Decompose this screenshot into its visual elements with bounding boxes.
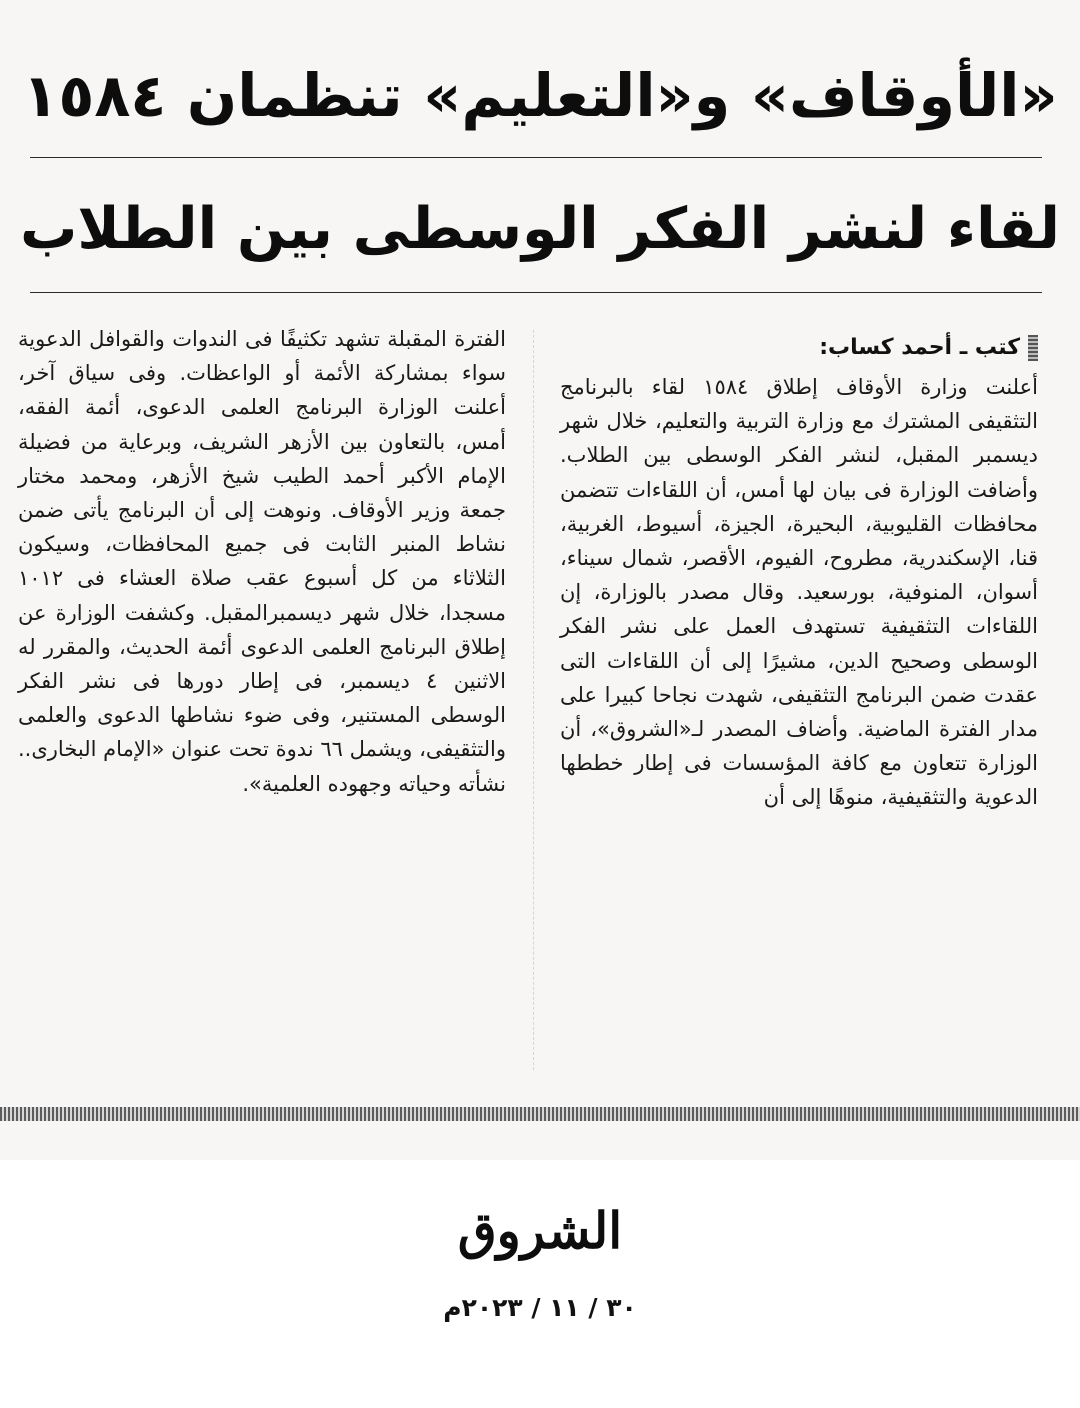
newspaper-name: الشروق: [457, 1201, 623, 1260]
article-column-right: أعلنت وزارة الأوقاف إطلاق ١٥٨٤ لقاء بالبرنامج التثقيفى المشترك مع وزارة التربية والتعليم، خلال شهر ديسمبر المقبل، لنشر الفكر الوسطى بين الطلاب. وأضافت الوزارة فى بيان لها أمس، أن اللقاءات تتضمن محافظات القليوبية، البحيرة، الجيزة، أسيوط، الغربية، قنا، الإسكندرية، مطروح، الفيوم، الأقصر، شمال سيناء، أسوان، المنوفية، بورسعيد. وقال مصدر بالوزارة، إن اللقاءات التثقيفية تستهدف العمل على نشر الفكر الوسطى وصحيح الدين، مشيرًا إلى أن اللقاءات التى عقدت ضمن البرنامج التثقيفى، شهدت نجاحا كبيرا على مدار الفترة الماضية. وأضاف المصدر لـ«الشروق»، أن الوزارة تتعاون مع كافة المؤسسات فى إطار خططها الدعوية والتثقيفية، منوهًا إلى أن: [560, 375, 1038, 810]
headline-divider: [30, 157, 1042, 158]
byline-text: كتب ـ أحمد كساب:: [819, 335, 1020, 360]
article-byline: [560, 330, 1038, 366]
headline-bottom-rule: [30, 292, 1042, 293]
headline-line-1: «الأوقاف» و«التعليم» تنظمان ١٥٨٤: [22, 61, 1058, 130]
column-separator: [533, 330, 534, 1070]
byline-marker-icon: [1028, 335, 1038, 361]
publication-date: ٣٠ / ١١ / ٢٠٢٣م: [443, 1293, 637, 1322]
clipping-bottom-border: [0, 1107, 1080, 1121]
headline-line-2: لقاء لنشر الفكر الوسطى بين الطلاب: [20, 196, 1060, 262]
article-column-left: الفترة المقبلة تشهد تكثيفًا فى الندوات والقوافل الدعوية سواء بمشاركة الأئمة أو الواعظات. وفى سياق آخر، أعلنت الوزارة البرنامج العلمى الدعوى، أئمة الفقه، أمس، بالتعاون بين الأزهر الشريف، وبرعاية من فضيلة الإمام الأكبر أحمد الطيب شيخ الأزهر، ومحمد مختار جمعة وزير الأوقاف. ونوهت إلى أن البرنامج يأتى ضمن نشاط المنبر الثابت فى جميع المحافظات، وسيكون الثلاثاء من كل أسبوع عقب صلاة العشاء فى ١٠١٢ مسجدا، خلال شهر ديسمبرالمقبل. وكشفت الوزارة عن إطلاق البرنامج العلمى الدعوى أئمة الحديث، والمقرر له الاثنين ٤ ديسمبر، فى إطار دورها فى نشر الفكر الوسطى المستنير، وفى ضوء نشاطها الدعوى والعلمى والتثقيفى، ويشمل ٦٦ ندوة تحت عنوان «الإمام البخارى.. نشأته وحياته وجهوده العلمية».: [18, 327, 507, 796]
